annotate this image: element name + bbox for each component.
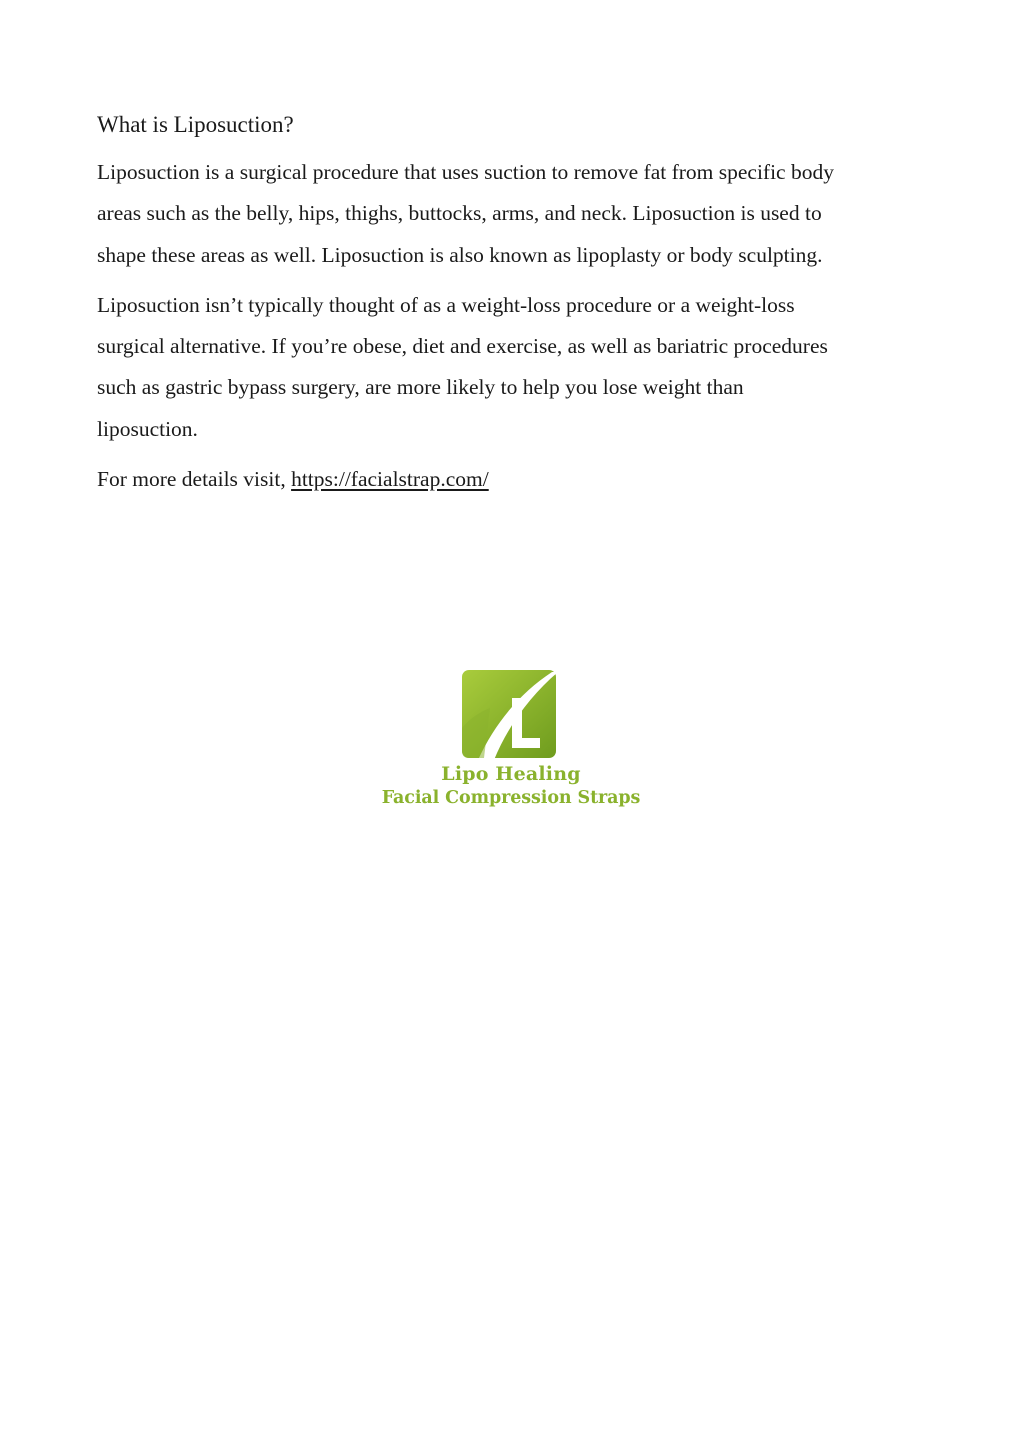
paragraph-weight-loss bbox=[97, 285, 937, 450]
document-body bbox=[97, 106, 937, 509]
paragraph-line: areas such as the belly, hips, thighs, buttocks, arms, and neck. Liposuction is used to bbox=[97, 201, 822, 226]
paragraph-line: shape these areas as well. Liposuction is also known as lipoplasty or body sculpting. bbox=[97, 242, 823, 267]
facialstrap-link[interactable]: https://facialstrap.com/ bbox=[291, 467, 489, 492]
details-prefix: For more details visit, bbox=[97, 467, 292, 492]
lipo-healing-logo-icon bbox=[460, 668, 558, 760]
paragraph-line: such as gastric bypass surgery, are more likely to help you lose weight than bbox=[97, 375, 744, 400]
lipo-healing-logo bbox=[355, 664, 667, 816]
paragraph-line: surgical alternative. If you’re obese, diet and exercise, as well as bariatric procedures bbox=[97, 334, 828, 359]
paragraph-line: Liposuction is a surgical procedure that uses suction to remove fat from specific body bbox=[97, 160, 834, 184]
paragraph-definition bbox=[97, 152, 937, 276]
paragraph-details bbox=[97, 459, 937, 500]
logo-title: Lipo Healing bbox=[441, 763, 581, 785]
paragraph-line: liposuction. bbox=[97, 416, 198, 441]
logo-subtitle: Facial Compression Straps bbox=[381, 788, 641, 808]
paragraph-line: Liposuction isn’t typically thought of as a weight-loss procedure or a weight-loss bbox=[97, 292, 795, 317]
page-heading: What is Liposuction? bbox=[97, 112, 294, 137]
